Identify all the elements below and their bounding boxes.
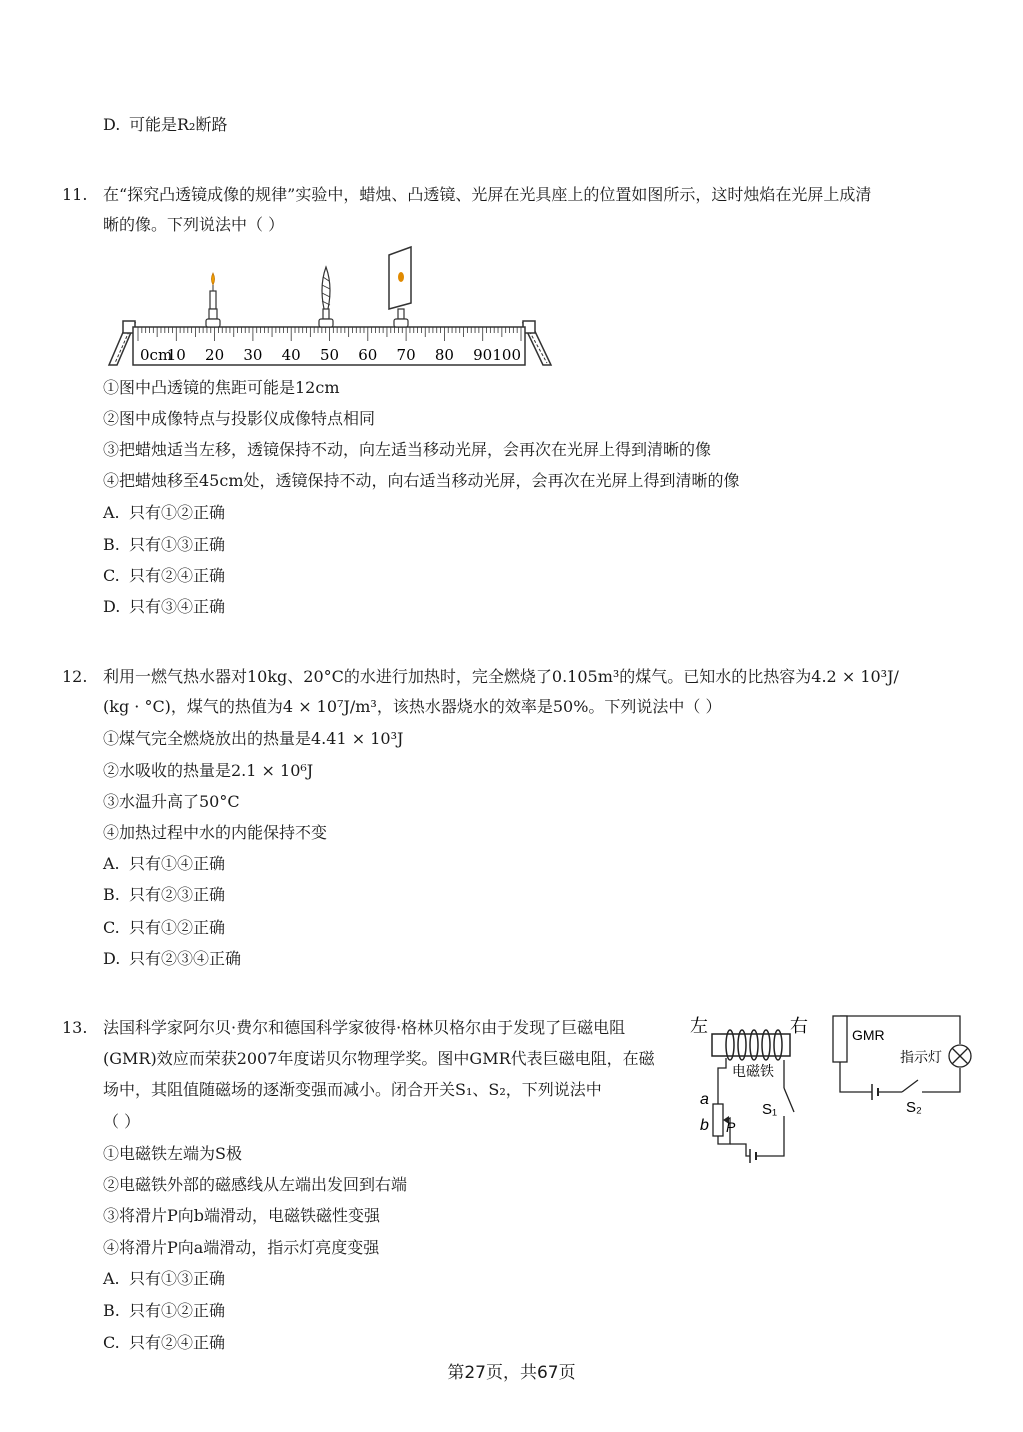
q11-option-d[interactable]: D. 只有③④正确 (103, 597, 226, 616)
q11-option-c[interactable]: C. 只有②④正确 (103, 566, 226, 585)
q11-statement-3: ③把蜡烛适当左移，透镜保持不动，向左适当移动光屏，会再次在光屏上得到清晰的像 (103, 440, 712, 459)
label-a: a (700, 1091, 709, 1108)
q12-statement-2: ②水吸收的热量是2.1 × 10⁶J (103, 761, 314, 780)
question-12-stem-line2: (kg · °C)，煤气的热值为4 × 10⁷J/m³，该热水器烧水的效率是50%。下列说法中（ ） (103, 697, 722, 716)
ruler-label: 30 (243, 346, 263, 364)
q13-statement-3: ③将滑片P向b端滑动，电磁铁磁性变强 (103, 1206, 381, 1225)
q11-statement-2: ②图中成像特点与投影仪成像特点相同 (103, 409, 376, 428)
label-p: P (726, 1119, 736, 1135)
label-s1: S₁ (762, 1101, 778, 1118)
q12-option-b[interactable]: B. 只有②③正确 (103, 885, 226, 904)
label-left: 左 (690, 1016, 708, 1036)
ruler-label: 80 (434, 346, 454, 364)
label-electromagnet: 电磁铁 (732, 1063, 774, 1079)
label-b: b (700, 1117, 709, 1134)
q13-option-b[interactable]: B. 只有①②正确 (103, 1301, 226, 1320)
option-d-prev: D. 可能是R₂断路 (103, 115, 228, 134)
ruler-label: 0cm (140, 346, 173, 364)
q13-option-a[interactable]: A. 只有①③正确 (103, 1269, 226, 1288)
ruler-label: 100 (492, 346, 521, 364)
ruler-label: 90 (473, 346, 493, 364)
ruler-label: 50 (319, 346, 340, 364)
q11-option-b[interactable]: B. 只有①③正确 (103, 535, 226, 554)
label-s2: S₂ (906, 1099, 922, 1116)
q11-option-a[interactable]: A. 只有①②正确 (103, 503, 226, 522)
ruler-label: 20 (205, 346, 225, 364)
question-12-stem-line1: 利用一燃气热水器对10kg、20°C的水进行加热时，完全燃烧了0.105m³的煤气。已知水的比热容为4.2 × 10³J/ (103, 667, 899, 686)
label-right: 右 (790, 1016, 808, 1036)
q11-statement-1: ①图中凸透镜的焦距可能是12cm (103, 378, 340, 397)
q12-option-c[interactable]: C. 只有①②正确 (103, 918, 226, 937)
ruler-label: 40 (281, 346, 301, 364)
gmr-resistor (833, 1016, 847, 1062)
q12-statement-1: ①煤气完全燃烧放出的热量是4.41 × 10³J (103, 729, 404, 748)
q12-option-d[interactable]: D. 只有②③④正确 (103, 949, 242, 968)
q13-statement-1: ①电磁铁左端为S极 (103, 1144, 242, 1163)
question-13-stem-line1: 法国科学家阿尔贝·费尔和德国科学家彼得·格林贝格尔由于发现了巨磁电阻 (103, 1018, 626, 1037)
page-footer: 第27页，共67页 (447, 1363, 576, 1383)
optical-bench-figure (105, 245, 560, 370)
q12-option-a[interactable]: A. 只有①④正确 (103, 854, 226, 873)
ruler-label: 10 (166, 346, 186, 364)
label-gmr: GMR (852, 1027, 885, 1043)
q11-statement-4: ④把蜡烛移至45cm处，透镜保持不动，向右适当移动光屏，会再次在光屏上得到清晰的像 (103, 471, 740, 490)
gmr-circuit-figure (690, 1008, 980, 1168)
ruler-label: 60 (358, 346, 378, 364)
question-13-stem-line2: (GMR)效应而荣获2007年度诺贝尔物理学奖。图中GMR代表巨磁电阻，在磁 (103, 1049, 655, 1068)
q12-statement-3: ③水温升高了50°C (103, 792, 240, 811)
question-13-stem-line4: （ ） (103, 1112, 141, 1131)
question-12-number: 12. (62, 667, 88, 686)
convex-lens (319, 267, 333, 327)
label-lamp: 指示灯 (900, 1049, 942, 1065)
candle (206, 273, 220, 327)
question-11-stem-line2: 晰的像。下列说法中（ ） (103, 215, 285, 234)
q13-option-c[interactable]: C. 只有②④正确 (103, 1333, 226, 1352)
light-screen (389, 247, 411, 327)
ruler-label: 70 (396, 346, 416, 364)
question-11-stem-line1: 在“探究凸透镜成像的规律”实验中，蜡烛、凸透镜、光屏在光具座上的位置如图所示，这时烛焰在光屏上成清 (103, 185, 872, 204)
rheostat (713, 1104, 723, 1136)
q13-statement-4: ④将滑片P向a端滑动，指示灯亮度变强 (103, 1238, 380, 1257)
question-13-stem-line3: 场中，其阻值随磁场的逐渐变强而减小。闭合开关S₁、S₂，下列说法中 (103, 1080, 602, 1099)
question-13-number: 13. (62, 1018, 88, 1037)
q13-statement-2: ②电磁铁外部的磁感线从左端出发回到右端 (103, 1175, 408, 1194)
question-11-number: 11. (62, 185, 88, 204)
q12-statement-4: ④加热过程中水的内能保持不变 (103, 823, 328, 842)
